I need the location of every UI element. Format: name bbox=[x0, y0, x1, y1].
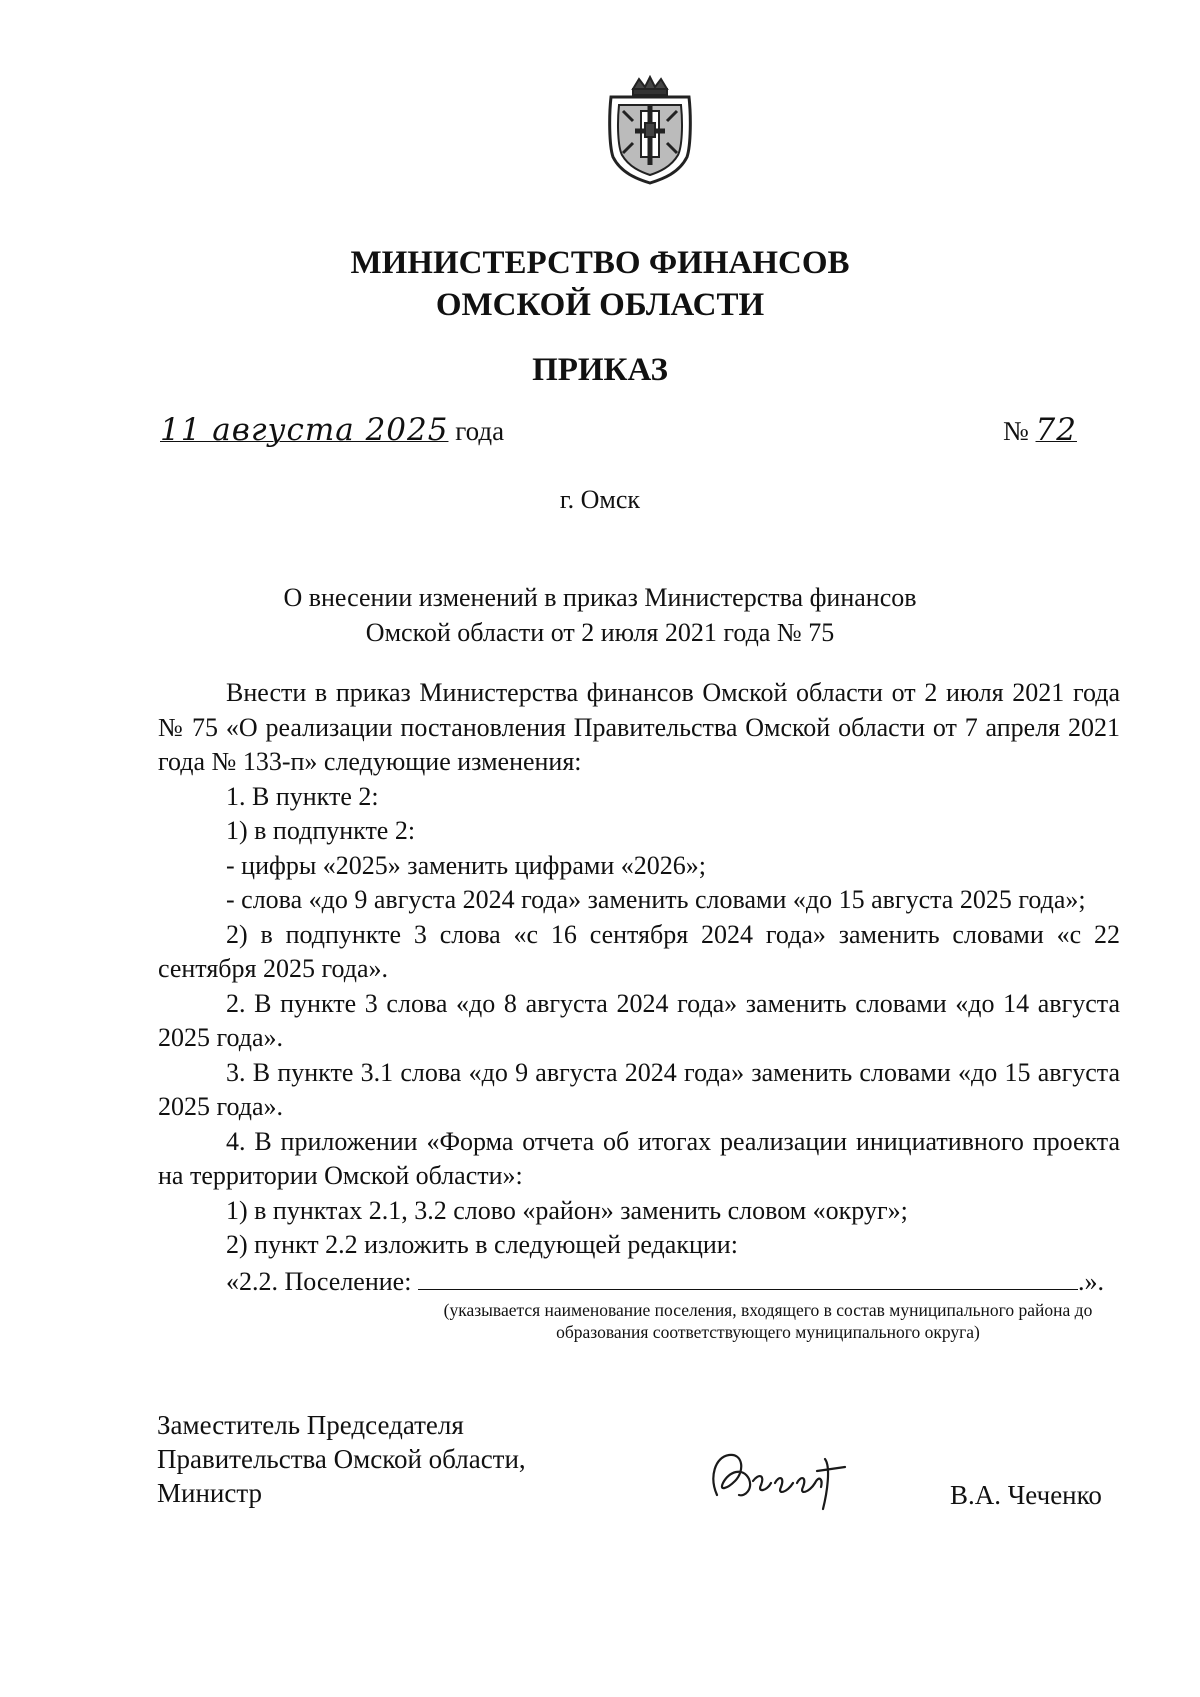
handwritten-signature-icon bbox=[705, 1437, 860, 1517]
item-4: 4. В приложении «Форма отчета об итогах реализации инициативного проекта на территории Омской области»: bbox=[158, 1126, 1120, 1190]
signer-title-line-3: Министр bbox=[157, 1478, 262, 1508]
order-date bbox=[160, 412, 504, 448]
settlement-label: «2.2. Поселение: bbox=[226, 1266, 412, 1296]
order-body bbox=[158, 676, 1120, 1343]
signer-title bbox=[157, 1408, 526, 1510]
number-prefix: № bbox=[1003, 416, 1029, 446]
settlement-blank bbox=[418, 1263, 1078, 1290]
item-1-1-a: - цифры «2025» заменить цифрами «2026»; bbox=[226, 850, 706, 880]
settlement-note: (указывается наименование поселения, входящего в состав муниципального района до образования соответствующего муниципального округа) bbox=[443, 1300, 1093, 1342]
settlement-end: .». bbox=[1077, 1266, 1104, 1296]
order-number bbox=[1003, 412, 1077, 448]
subject-line-1: О внесении изменений в приказ Министерства финансов bbox=[283, 583, 917, 612]
signer-title-line-2: Правительства Омской области, bbox=[157, 1444, 526, 1474]
ministry-header bbox=[0, 242, 1200, 326]
coat-of-arms-icon bbox=[603, 75, 698, 185]
settlement-line bbox=[158, 1263, 1120, 1300]
item-3: 3. В пункте 3.1 слова «до 9 августа 2024 года» заменить словами «до 15 августа 2025 года». bbox=[158, 1057, 1120, 1121]
item-2: 2. В пункте 3 слова «до 8 августа 2024 года» заменить словами «до 14 августа 2025 года». bbox=[158, 988, 1120, 1052]
date-suffix: года bbox=[455, 416, 505, 446]
item-4-2: 2) пункт 2.2 изложить в следующей редакции: bbox=[226, 1230, 738, 1259]
subject-line-2: Омской области от 2 июля 2021 года № 75 bbox=[365, 618, 835, 647]
ministry-line-1: МИНИСТЕРСТВО ФИНАНСОВ bbox=[350, 245, 850, 281]
body-intro: Внести в приказ Министерства финансов Омской области от 2 июля 2021 года № 75 «О реализации постановления Правительства Омской области от 7 апреля 2021 года № 133-п» следующие изменения: bbox=[158, 678, 1120, 776]
document-type: ПРИКАЗ bbox=[532, 352, 668, 388]
handwritten-number: 72 bbox=[1035, 412, 1077, 448]
item-1-2: 2) в подпункте 3 слова «с 16 сентября 2024 года» заменить словами «с 22 сентября 2025 года». bbox=[158, 919, 1120, 983]
item-1-1-b: - слова «до 9 августа 2024 года» заменить словами «до 15 августа 2025 года»; bbox=[226, 885, 1086, 914]
signer-title-line-1: Заместитель Председателя bbox=[157, 1410, 464, 1440]
ministry-line-2: ОМСКОЙ ОБЛАСТИ bbox=[435, 287, 765, 323]
city: г. Омск bbox=[559, 485, 641, 514]
item-4-1: 1) в пунктах 2.1, 3.2 слово «район» заменить словом «округ»; bbox=[226, 1195, 908, 1225]
item-1-1: 1) в подпункте 2: bbox=[226, 816, 416, 845]
order-subject bbox=[0, 580, 1200, 650]
item-1: 1. В пункте 2: bbox=[226, 781, 379, 811]
handwritten-date: 11 августа 2025 bbox=[160, 412, 449, 448]
signer-name: В.А. Чеченко bbox=[950, 1480, 1102, 1510]
